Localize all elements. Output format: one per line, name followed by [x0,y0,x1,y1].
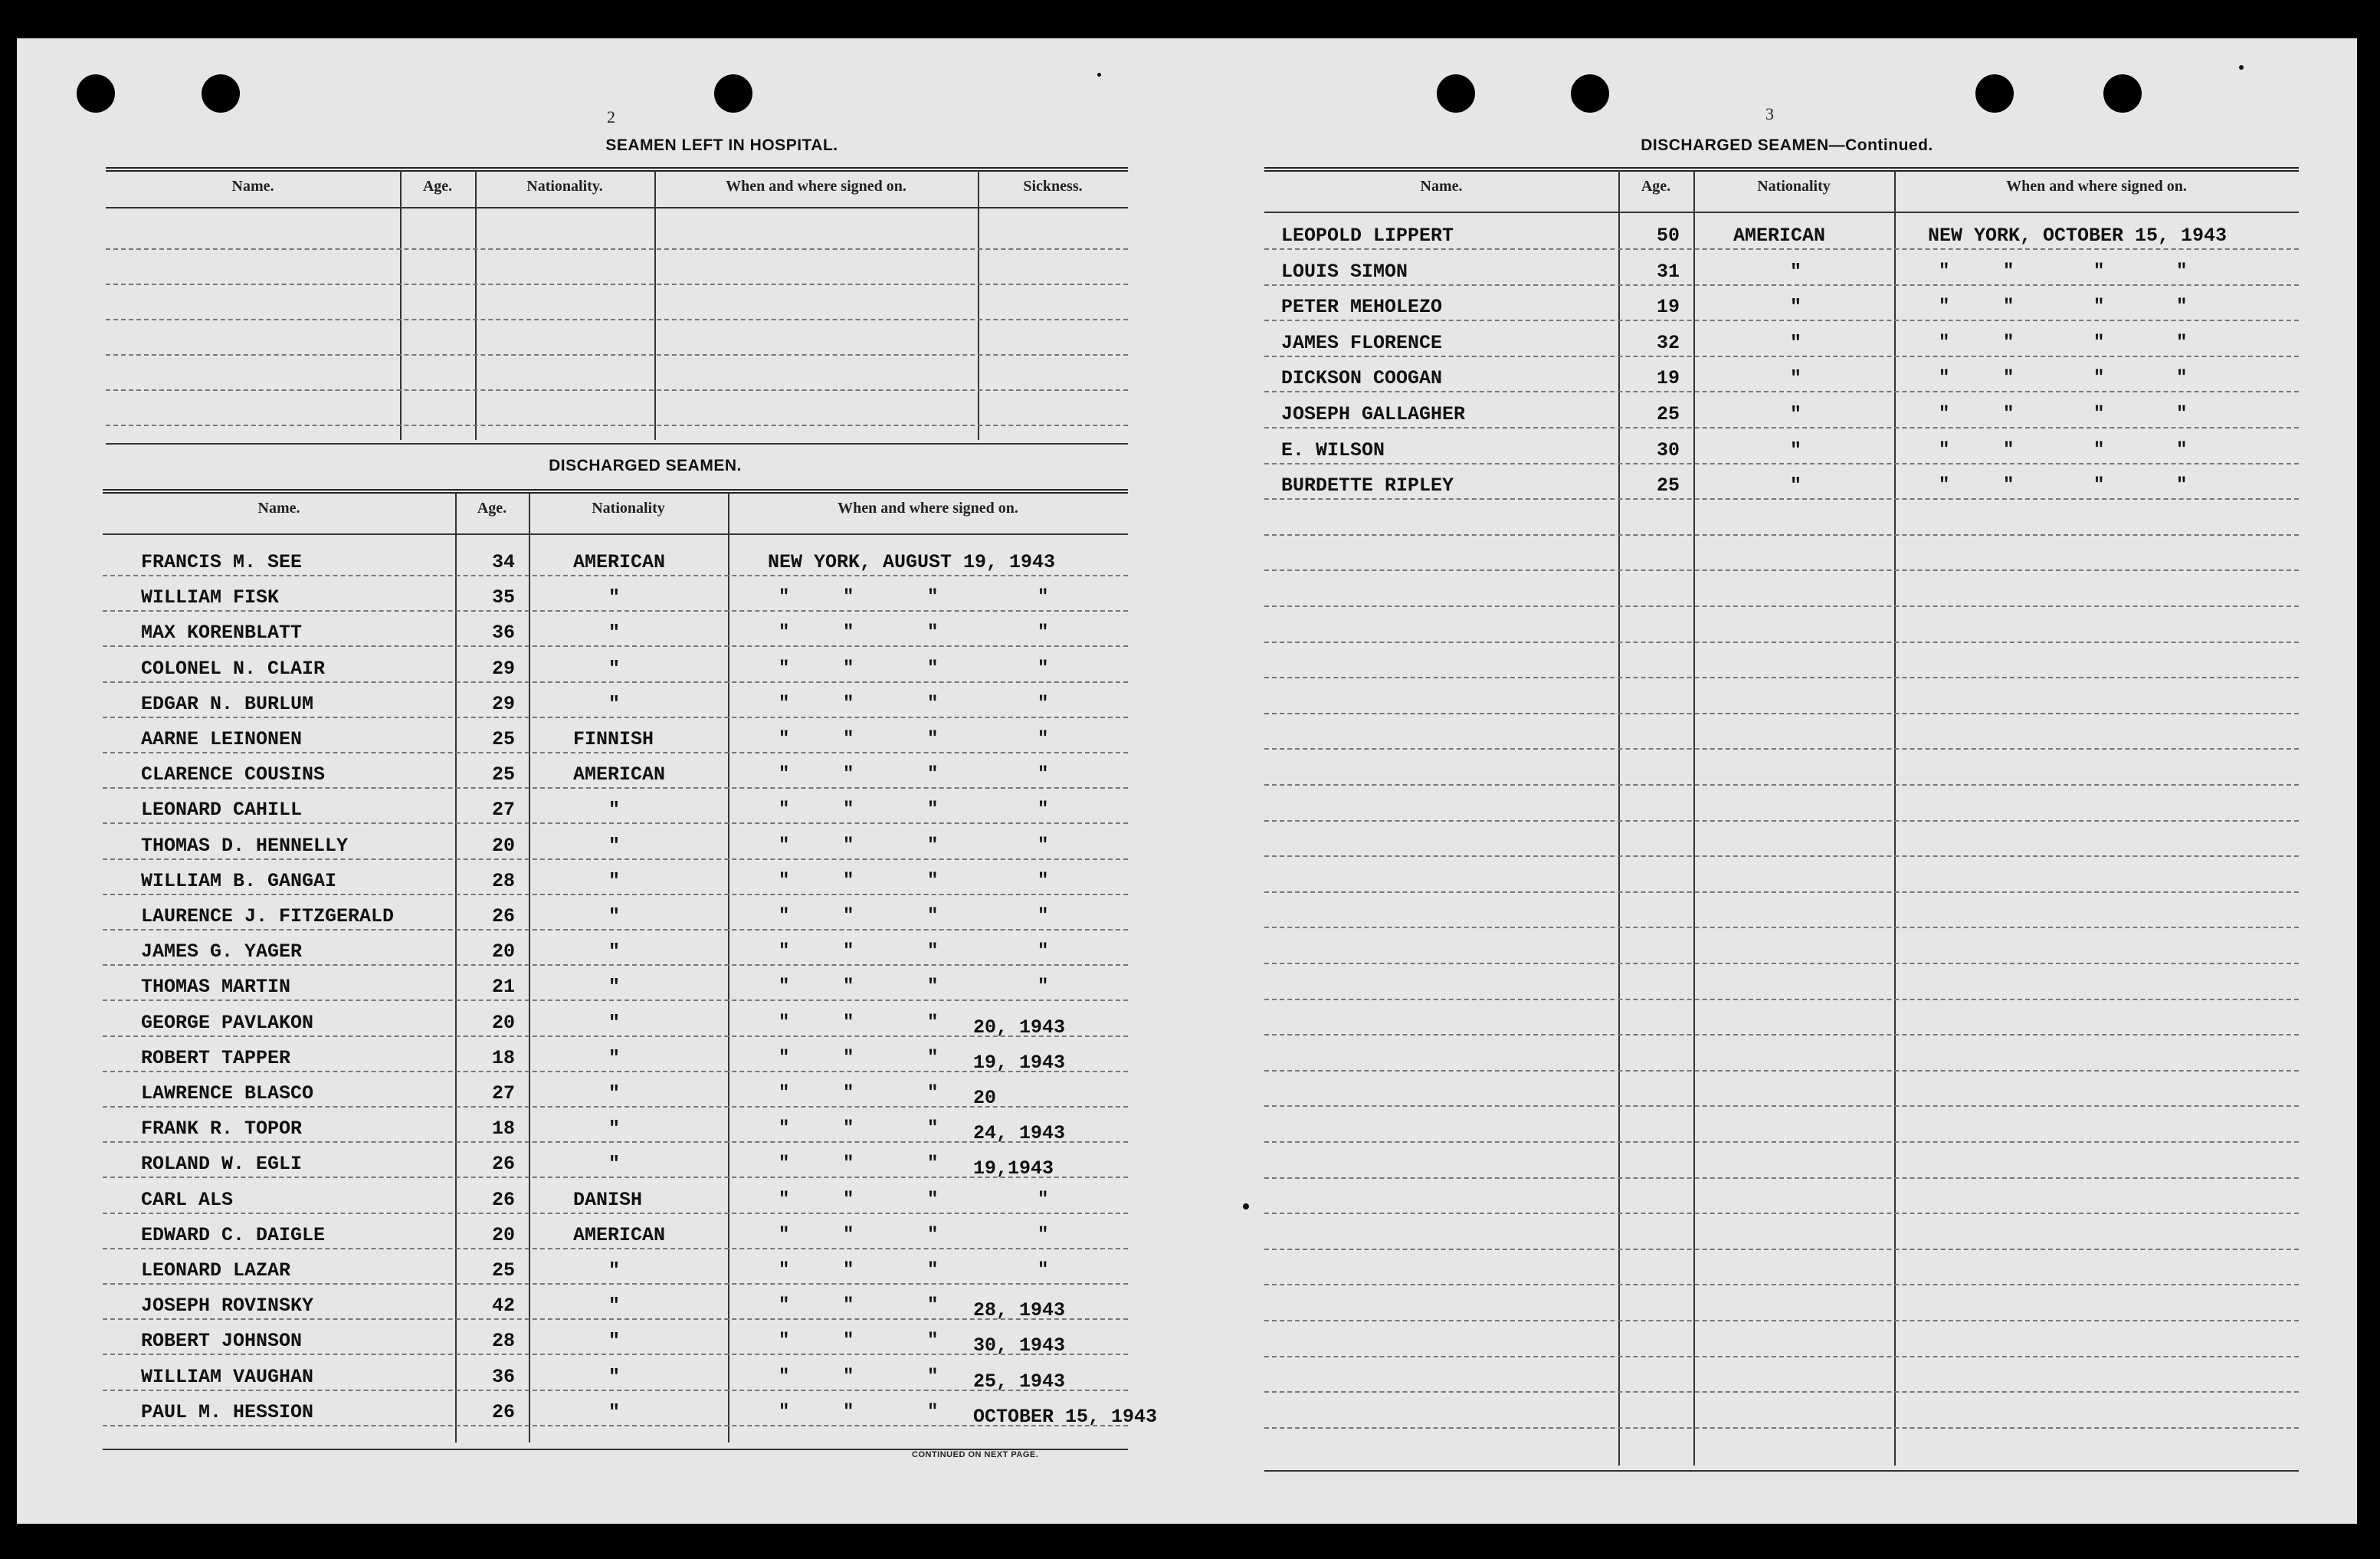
ditto-mark: " [779,1154,790,1175]
seaman-age: 36 [492,622,516,645]
seaman-age: 31 [1657,260,1680,283]
hospital-section-title: SEAMEN LEFT IN HOSPITAL. [605,136,838,154]
ditto-mark: " [2003,368,2014,389]
seaman-age: 26 [492,1400,516,1423]
seaman-age: 28 [492,1330,516,1353]
ditto-mark: " [1038,729,1049,750]
seaman-name: CLARENCE COUSINS [141,763,326,786]
seaman-nationality: " [608,1330,621,1353]
seaman-name: JAMES FLORENCE [1281,331,1443,354]
discharged-header-age: Age. [477,500,507,517]
seaman-name: PETER MEHOLEZO [1281,296,1443,319]
seaman-nationality: " [608,1082,621,1104]
seaman-nationality: " [608,940,621,963]
seaman-name: LEOPOLD LIPPERT [1281,225,1454,247]
continued-header-nationality: Nationality [1757,178,1831,195]
punch-hole [202,74,240,113]
seaman-age: 20 [492,940,516,963]
ditto-mark: " [779,870,790,891]
ditto-mark: " [927,729,939,750]
ditto-mark: " [843,1012,854,1033]
speck [1243,1203,1249,1209]
ditto-mark: " [927,1154,939,1175]
signed-on-date: 20 [973,1087,997,1109]
seaman-nationality: " [1790,260,1802,283]
seaman-age: 28 [492,869,516,892]
ditto-mark: " [779,729,790,750]
seaman-nationality: " [1790,438,1802,461]
ditto-mark: " [927,658,939,679]
ditto-mark: " [779,1012,790,1033]
ledger-sheet [17,38,2357,1524]
punch-hole [714,74,752,113]
speck [1097,73,1101,77]
seaman-nationality: " [608,1118,621,1141]
seaman-nationality: FINNISH [573,728,654,750]
signed-on-date: 25, 1943 [973,1370,1066,1393]
ditto-mark: " [779,764,790,786]
signed-on-date: 19, 1943 [973,1051,1066,1074]
seaman-age: 29 [492,657,516,680]
seaman-age: 26 [492,905,516,927]
seaman-name: DICKSON COOGAN [1281,367,1443,390]
seaman-name: AARNE LEINONEN [141,728,303,750]
seaman-name: EDWARD C. DAIGLE [141,1223,326,1246]
seaman-name: LAURENCE J. FITZGERALD [141,905,395,927]
ditto-mark: " [843,1189,854,1210]
seaman-name: ROBERT JOHNSON [141,1330,303,1353]
signed-on-place-date: NEW YORK, AUGUST 19, 1943 [768,551,1056,573]
seaman-age: 35 [492,586,516,609]
seaman-name: WILLIAM B. GANGAI [141,869,337,892]
ditto-mark: " [927,906,939,927]
ditto-mark: " [1939,439,1950,461]
ditto-mark: " [927,693,939,714]
seaman-age: 20 [492,834,516,857]
ditto-mark: " [843,835,854,856]
ditto-mark: " [779,693,790,714]
seaman-nationality: " [608,1295,621,1318]
discharged-continued-title: DISCHARGED SEAMEN—Continued. [1641,136,1933,154]
ditto-mark: " [1939,368,1950,389]
seaman-age: 20 [492,1011,516,1034]
ditto-mark: " [927,1401,939,1423]
ditto-mark: " [2093,297,2105,318]
ditto-mark: " [2093,261,2105,282]
ditto-mark: " [1038,1224,1049,1246]
ditto-mark: " [843,976,854,998]
seaman-nationality: " [608,692,621,715]
ditto-mark: " [1038,1260,1049,1281]
seaman-name: THOMAS D. HENNELLY [141,834,349,857]
discharged-header-signed-on: When and where signed on. [838,500,1018,517]
ditto-mark: " [843,1083,854,1104]
ditto-mark: " [2093,368,2105,389]
seaman-nationality: " [608,1400,621,1423]
ditto-mark: " [927,976,939,998]
continued-header-signed-on: When and where signed on. [2006,178,2187,195]
seaman-age: 32 [1657,331,1680,354]
seaman-nationality: " [1790,403,1802,425]
hospital-table [106,167,1128,483]
ditto-mark: " [1038,658,1049,679]
ditto-mark: " [1038,976,1049,998]
ditto-mark: " [2003,404,2014,425]
ditto-mark: " [843,1260,854,1281]
discharged-section-title: DISCHARGED SEAMEN. [549,457,742,474]
seaman-age: 25 [1657,403,1680,425]
ditto-mark: " [927,1224,939,1246]
seaman-age: 19 [1657,296,1680,319]
seaman-name: ROBERT TAPPER [141,1046,291,1069]
ditto-mark: " [779,1331,790,1352]
ditto-mark: " [927,622,939,644]
ditto-mark: " [927,1047,939,1068]
punch-hole [1571,74,1609,113]
signed-on-place-date: NEW YORK, OCTOBER 15, 1943 [1928,225,2228,247]
ditto-mark: " [1038,835,1049,856]
seaman-nationality: " [608,834,621,857]
punch-hole [1437,74,1475,113]
seaman-age: 29 [492,692,516,715]
seaman-nationality: " [1790,367,1802,390]
hospital-header-signed-on: When and where signed on. [726,178,906,195]
seaman-nationality: " [608,976,621,999]
ditto-mark: " [779,835,790,856]
ditto-mark: " [779,976,790,998]
ditto-mark: " [843,658,854,679]
ditto-mark: " [927,835,939,856]
seaman-age: 50 [1657,225,1680,247]
ditto-mark: " [927,870,939,891]
hospital-header-age: Age. [422,178,453,195]
discharged-header-name: Name. [257,500,300,517]
ditto-mark: " [779,1295,790,1317]
seaman-name: LEONARD LAZAR [141,1259,291,1282]
seaman-age: 20 [492,1223,516,1246]
ditto-mark: " [2093,475,2105,497]
ditto-mark: " [1038,870,1049,891]
seaman-name: JOSEPH GALLAGHER [1281,403,1466,425]
seaman-age: 27 [492,1082,516,1104]
punch-hole [77,74,115,113]
seaman-age: 26 [492,1153,516,1176]
ditto-mark: " [2003,261,2014,282]
ditto-mark: " [927,1260,939,1281]
seaman-name: COLONEL N. CLAIR [141,657,326,680]
continued-note: CONTINUED ON NEXT PAGE. [912,1450,1039,1459]
ditto-mark: " [779,587,790,609]
discharged-table [103,489,1158,1456]
seaman-age: 27 [492,799,516,822]
ditto-mark: " [1038,941,1049,963]
ditto-mark: " [1038,906,1049,927]
ditto-mark: " [1038,1189,1049,1210]
ditto-mark: " [927,941,939,963]
ditto-mark: " [2003,475,2014,497]
seaman-nationality: " [608,1046,621,1069]
ditto-mark: " [1939,261,1950,282]
seaman-nationality: AMERICAN [1733,225,1826,247]
seaman-nationality: " [608,1259,621,1282]
ditto-mark: " [2003,297,2014,318]
ditto-mark: " [779,622,790,644]
seaman-name: FRANCIS M. SEE [141,551,303,573]
ditto-mark: " [779,1260,790,1281]
ditto-mark: " [2093,332,2105,353]
signed-on-date: 20, 1943 [973,1016,1066,1039]
ditto-mark: " [2176,297,2188,318]
ditto-mark: " [1939,332,1950,353]
ditto-mark: " [1038,764,1049,786]
ditto-mark: " [843,1401,854,1423]
ditto-mark: " [779,906,790,927]
ditto-mark: " [2176,404,2188,425]
ditto-mark: " [2176,332,2188,353]
ditto-mark: " [843,870,854,891]
ditto-mark: " [779,1118,790,1140]
seaman-nationality: " [608,1011,621,1034]
ditto-mark: " [843,1224,854,1246]
continued-header-age: Age. [1641,178,1671,195]
ditto-mark: " [779,941,790,963]
ditto-mark: " [927,1366,939,1387]
ditto-mark: " [927,1331,939,1352]
seaman-age: 26 [492,1188,516,1211]
ditto-mark: " [843,1331,854,1352]
ditto-mark: " [779,658,790,679]
ditto-mark: " [843,1154,854,1175]
seaman-name: WILLIAM VAUGHAN [141,1365,314,1388]
seaman-name: FRANK R. TOPOR [141,1118,303,1141]
seaman-name: LAWRENCE BLASCO [141,1082,314,1104]
ditto-mark: " [927,1012,939,1033]
ditto-mark: " [779,799,790,821]
seaman-nationality: " [608,905,621,927]
ditto-mark: " [927,1118,939,1140]
ditto-mark: " [843,622,854,644]
hospital-header-sickness: Sickness. [1023,178,1083,195]
seaman-nationality: " [1790,296,1802,319]
signed-on-date: 30, 1943 [973,1334,1066,1357]
ditto-mark: " [843,1047,854,1068]
seaman-nationality: " [608,799,621,822]
ditto-mark: " [843,941,854,963]
ditto-mark: " [779,1401,790,1423]
ditto-mark: " [779,1083,790,1104]
seaman-name: CARL ALS [141,1188,234,1211]
ditto-mark: " [927,1083,939,1104]
ditto-mark: " [2176,475,2188,497]
seaman-name: LOUIS SIMON [1281,260,1408,283]
ditto-mark: " [2003,439,2014,461]
seaman-age: 21 [492,976,516,999]
ditto-mark: " [2093,439,2105,461]
speck [2239,65,2244,70]
punch-hole [1975,74,2014,113]
seaman-nationality: " [608,622,621,645]
seaman-nationality: " [608,869,621,892]
ditto-mark: " [1939,475,1950,497]
seaman-age: 34 [492,551,516,573]
ditto-mark: " [1038,622,1049,644]
seaman-age: 42 [492,1295,516,1318]
ditto-mark: " [843,693,854,714]
ditto-mark: " [2176,368,2188,389]
seaman-age: 18 [492,1118,516,1141]
seaman-nationality: DANISH [573,1188,643,1211]
seaman-nationality: " [608,1365,621,1388]
seaman-name: LEONARD CAHILL [141,799,303,822]
ditto-mark: " [843,1295,854,1317]
ditto-mark: " [927,1295,939,1317]
ditto-mark: " [843,729,854,750]
seaman-name: EDGAR N. BURLUM [141,692,314,715]
ditto-mark: " [927,587,939,609]
seaman-nationality: " [1790,474,1802,497]
seaman-name: ROLAND W. EGLI [141,1153,303,1176]
seaman-name: MAX KORENBLATT [141,622,303,645]
seaman-name: THOMAS MARTIN [141,976,291,999]
seaman-name: PAUL M. HESSION [141,1400,314,1423]
hospital-header-nationality: Nationality. [526,178,603,195]
ditto-mark: " [843,764,854,786]
seaman-age: 25 [492,728,516,750]
ditto-mark: " [779,1366,790,1387]
seaman-age: 19 [1657,367,1680,390]
ditto-mark: " [843,906,854,927]
ditto-mark: " [779,1189,790,1210]
ditto-mark: " [843,799,854,821]
seaman-nationality: " [608,1153,621,1176]
signed-on-date: OCTOBER 15, 1943 [973,1405,1158,1428]
seaman-age: 36 [492,1365,516,1388]
ditto-mark: " [2176,261,2188,282]
seaman-nationality: AMERICAN [573,763,666,786]
ditto-mark: " [1038,587,1049,609]
discharged-continued-table [1264,167,2299,1478]
seaman-age: 25 [492,1259,516,1282]
discharged-header-nationality: Nationality [592,500,665,517]
ditto-mark: " [843,1118,854,1140]
seaman-name: WILLIAM FISK [141,586,280,609]
ditto-mark: " [843,1366,854,1387]
ditto-mark: " [779,1047,790,1068]
ditto-mark: " [2176,439,2188,461]
signed-on-date: 19,1943 [973,1157,1054,1180]
punch-hole [2103,74,2142,113]
ditto-mark: " [2093,404,2105,425]
page-number-left: 2 [607,107,615,126]
seaman-age: 30 [1657,438,1680,461]
continued-header-name: Name. [1420,178,1463,195]
seaman-name: E. WILSON [1281,438,1385,461]
seaman-nationality: AMERICAN [573,551,666,573]
ditto-mark: " [927,1189,939,1210]
ditto-mark: " [779,1224,790,1246]
seaman-age: 18 [492,1046,516,1069]
signed-on-date: 28, 1943 [973,1299,1066,1322]
seaman-nationality: " [608,586,621,609]
seaman-nationality: " [608,657,621,680]
ditto-mark: " [1038,799,1049,821]
ditto-mark: " [2003,332,2014,353]
ditto-mark: " [843,587,854,609]
ditto-mark: " [927,799,939,821]
page-number-right: 3 [1765,104,1774,123]
hospital-header-name: Name. [231,178,274,195]
seaman-nationality: AMERICAN [573,1223,666,1246]
seaman-nationality: " [1790,331,1802,354]
seaman-name: BURDETTE RIPLEY [1281,474,1454,497]
seaman-name: JOSEPH ROVINSKY [141,1295,314,1318]
seaman-name: JAMES G. YAGER [141,940,303,963]
seaman-age: 25 [492,763,516,786]
ditto-mark: " [1939,297,1950,318]
seaman-name: GEORGE PAVLAKON [141,1011,314,1034]
ditto-mark: " [1038,693,1049,714]
ditto-mark: " [1939,404,1950,425]
signed-on-date: 24, 1943 [973,1122,1066,1145]
seaman-age: 25 [1657,474,1680,497]
ditto-mark: " [927,764,939,786]
